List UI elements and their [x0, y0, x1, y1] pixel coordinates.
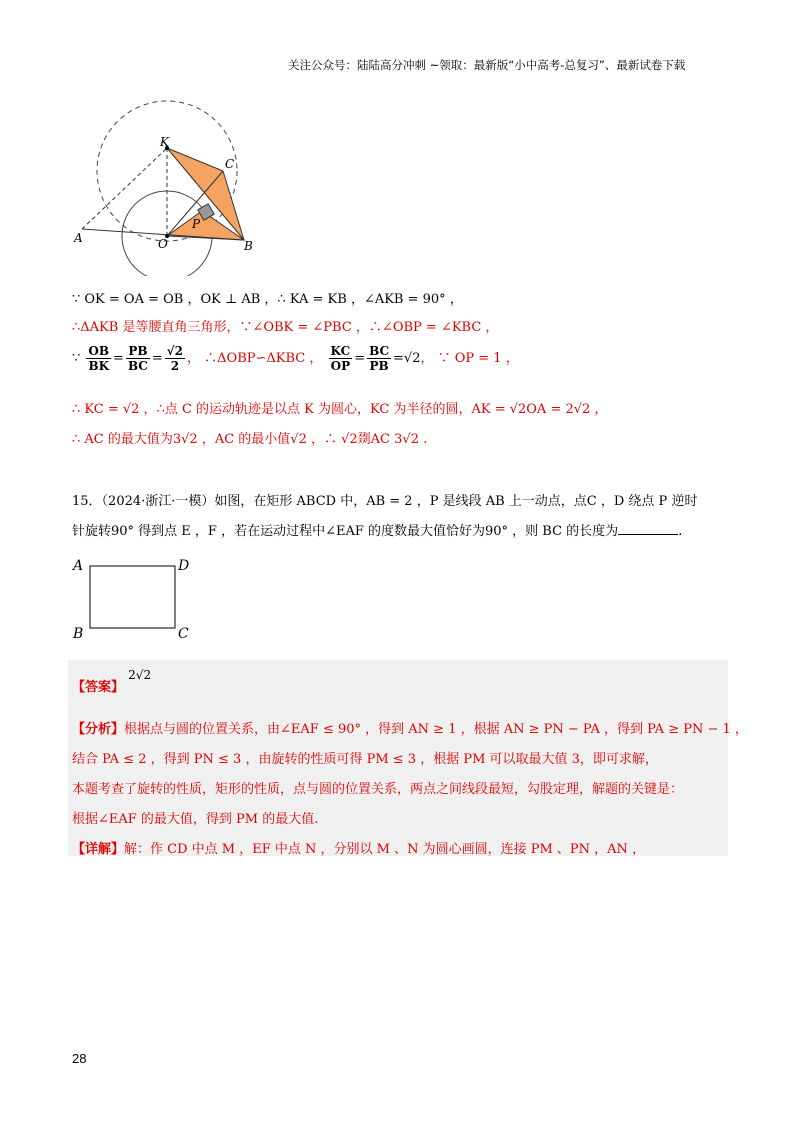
solution-line-5	[72, 428, 427, 447]
solution-text-4: ∴ KC = √2 ，∴点 C 的运动轨迹是以点 K 为圆心，KC 为半径的圆，AK = √2OA = 2√2 ，	[72, 402, 608, 417]
solution-line-1	[72, 288, 463, 307]
op-equals-text: ， ∵ OP = 1 ，	[420, 351, 519, 366]
detail-line	[72, 838, 645, 857]
answer-line	[72, 668, 152, 695]
answer-label: 【答案】	[72, 680, 125, 695]
label-A2: A	[73, 558, 84, 574]
fraction-sqrt2-2: $\frac{√2}{2}$	[166, 344, 184, 373]
solution-line-4	[72, 398, 607, 417]
problem-line-2	[72, 520, 682, 539]
solution-text-2: ∴ΔAKB 是等腰直角三角形，∵∠OBK = ∠PBC ，∴∠OBP = ∠KBC ，	[72, 320, 499, 335]
answer-blank	[618, 522, 678, 535]
solution-line-2	[72, 316, 498, 335]
solution-text-5: ∴ AC 的最大值为3√2 ，AC 的最小值√2 ，∴ √2剟AC 3√2 .	[72, 432, 428, 447]
fraction-pb-bc: $\frac{PB}{BC}$	[127, 344, 148, 373]
similar-triangles-text: ， ∴ΔOBP∽ΔKBC ，	[187, 351, 323, 366]
fraction-kc-op: $\frac{KC}{OP}$	[330, 344, 351, 373]
detail-text: 解：作 CD 中点 M ，EF 中点 N ，分别以 M 、N 为圆心画圆，连接 PM 、PN ，AN ，	[124, 842, 646, 857]
analysis-line-3: 本题考查了旋转的性质，矩形的性质，点与圆的位置关系，两点之间线段最短，勾股定理，解题的关键是：	[72, 782, 684, 797]
analysis-line-2: 结合 PA ≤ 2 ，得到 PN ≤ 3 ，由旋转的性质可得 PM ≤ 3 ，根据 PM 可以取最大值 3，即可求解，	[72, 752, 658, 767]
fraction-ob-bk: $\frac{OB}{BK}$	[88, 344, 110, 373]
problem-end-mark: .	[678, 524, 683, 539]
because-symbol: ∵	[72, 351, 81, 366]
label-C2: C	[178, 626, 189, 642]
detail-label: 【详解】	[72, 842, 125, 857]
rectangle-figure	[72, 552, 202, 644]
fraction-bc-pb: $\frac{BC}{PB}$	[369, 344, 390, 373]
label-O: O	[158, 237, 168, 251]
page-header: 关注公众号：陆陆高分冲刺 ~领取：最新版“小中高考-总复习”、最新试卷下载	[288, 58, 686, 72]
sqrt2-value: √2	[403, 351, 421, 366]
analysis-label: 【分析】	[72, 722, 125, 737]
label-P: P	[192, 217, 201, 231]
geometry-figure-circles	[72, 96, 262, 276]
solution-line-3: ∵ $\frac{OB}{BK}$ = $\frac{PB}{BC}$ = $\frac{√2}{2}$ ， ∴ΔOBP∽ΔKBC ， $\frac{KC}{OP}$ = $\frac{BC}{PB}$ =√2， ∵ OP = 1 ，	[72, 344, 519, 373]
problem-line-1: 15．（2024·浙江·一模）如图，在矩形 ABCD 中，AB = 2 ，P 是线段 AB 上一动点，点C ，D 绕点 P 逆时	[72, 494, 698, 509]
label-C: C	[225, 157, 235, 171]
analysis-line-4: 根据∠EAF 的最大值，得到 PM 的最大值.	[72, 812, 319, 827]
label-K: K	[160, 135, 169, 149]
label-B: B	[244, 239, 253, 253]
label-A: A	[74, 231, 83, 245]
label-D2: D	[178, 558, 190, 574]
page-number: 28	[72, 1051, 87, 1066]
solution-text-1: ∵ OK = OA = OB ，OK ⊥ AB ，∴ KA = KB ，∠AKB = 90° ，	[72, 292, 463, 307]
problem-line-2-text: 针旋转90° 得到点 E ，F ，若在运动过程中∠EAF 的度数最大值恰好为90° ，则 BC 的长度为	[72, 524, 619, 539]
analysis-text-1: 根据点与圆的位置关系，由∠EAF ≤ 90° ，得到 AN ≥ 1 ，根据 AN ≥ PN − PA ，得到 PA ≥ PN − 1 ，	[124, 722, 748, 737]
label-B2: B	[73, 626, 84, 642]
analysis-line-1	[72, 718, 748, 737]
answer-value: 2√2	[128, 668, 152, 682]
